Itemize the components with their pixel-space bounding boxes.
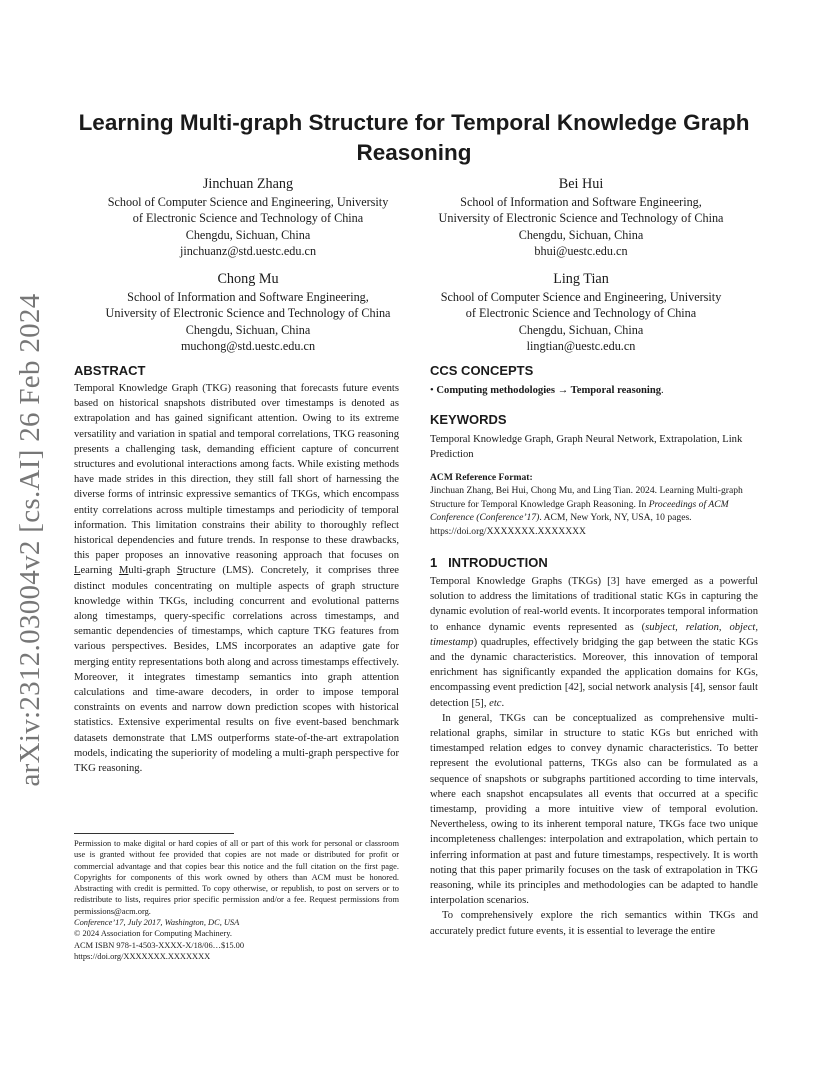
author-name: Bei Hui — [558, 176, 604, 192]
ccs-body — [430, 383, 758, 398]
lms-word-multi: ulti-graph — [128, 565, 177, 577]
author-name: Ling Tian — [553, 271, 609, 287]
abstract-text: (LMS). Concretely, it comprises three distinct modules concentrating on multiple aspects of graph structure knowledge within TKGs, including concurrent and evolutional patterns along timestamps, query-specific correlations across timestamps, and semantic dependencies of timestamps, which capture TKG features from various perspectives. Besides, LMS incorporates an adaptive gate for merging entity representations both along and across timestamps effectively. Moreover, it integrates timestamp semantics into graph attention calculations and time-aware decoders, in order to impose temporal constraints on events and narrow down prediction scopes with historical statistics. Extensive experimental results on five event-based benchmark datasets demonstrate that LMS outperforms state-of-the-art extrapolation models, indicating the superiority of modeling a multi-graph perspective for TKG reasoning. — [74, 565, 399, 775]
arxiv-sidebar-stamp: arXiv:2312.03004v2 [cs.AI] 26 Feb 2024 — [14, 293, 46, 787]
author-name: Jinchuan Zhang — [202, 176, 294, 192]
permission-text: Permission to make digital or hard copies of all or part of this work for personal or classroom use is granted without fee provided that copies are not made or distributed for profit or commercial advantage and that copies bear this notice and the full citation on the first page. Copyrights for components of this work owned by others than ACM must be honored. Abstracting with credit is permitted. To copy otherwise, or republish, to post on servers or to redistribute to lists, requires prior specific permission and/or a fee. Request permissions from permissions@acm.org. — [74, 839, 399, 916]
author-affiliation: School of Computer Science and Engineering, University — [440, 290, 722, 304]
conference-line: Conference’17, July 2017, Washington, DC, USA — [74, 918, 240, 928]
author-block-3 — [80, 270, 416, 354]
paper-title: Learning Multi-graph Structure for Temporal Knowledge Graph Reasoning — [78, 110, 750, 165]
intro-text: . — [501, 697, 505, 709]
author-email: lingtian@uestc.edu.cn — [526, 338, 636, 353]
footnote-rule — [74, 833, 234, 834]
lms-word-structure: tructure — [182, 565, 216, 577]
ccs-bullet: • — [430, 385, 434, 396]
author-affiliation: School of Information and Software Engineering, — [127, 290, 369, 304]
author-email: bhui@uestc.edu.cn — [534, 243, 628, 258]
ccs-end: . — [661, 385, 664, 396]
abstract-heading: ABSTRACT — [74, 363, 146, 378]
author-affiliation: School of Computer Science and Engineering, University — [107, 195, 389, 209]
intro-text: ) quadruples, effectively bridging the gap between the static KGs and the dynamic characteristics. Moreover, this innovation of temporal enrichment has significantly expanded the application domains for KGs, encompassing event prediction [42], social network analysis [4], sensor fault detection [5], — [430, 636, 758, 709]
introduction-heading: 1 INTRODUCTION — [430, 555, 548, 570]
author-block-1 — [80, 175, 416, 259]
acm-reference-venue: Proceedings of ACM Conference (Conference’17) — [430, 498, 729, 524]
author-email: jinchuanz@std.uestc.edu.cn — [179, 243, 317, 258]
keywords-body: Temporal Knowledge Graph, Graph Neural Network, Extrapolation, Link Prediction — [430, 434, 743, 461]
lms-word-learning: earning — [80, 565, 119, 577]
abstract-body — [74, 381, 399, 776]
author-affiliation: School of Information and Software Engineering, — [460, 195, 702, 209]
author-name: Chong Mu — [217, 271, 279, 287]
lms-letter-s: S — [176, 565, 183, 577]
ccs-heading: CCS CONCEPTS — [430, 363, 534, 378]
lms-letter-m: M — [118, 565, 129, 577]
abstract-text: Temporal Knowledge Graph (TKG) reasoning that forecasts future events based on historical snapshots distributed over timestamps is denoted as extrapolation and has gained significant attention. Owing to its extreme versatility and variation in spatial and temporal correlations, TKG reasoning presents a challenging task, demanding efficient capture of concurrent structures and evolutional interactions among facts. While existing methods have made strides in this direction, they still fall short of harnessing the diverse forms of intrinsic expressive semantics of TKGs, which encompass entity correlations across multiple timestamps and periodicity of temporal information. This limitation constrains their ability to thoroughly reflect historical dependencies and future trends. In response to these drawbacks, this paper proposes an innovative reasoning approach that focuses on — [74, 383, 399, 562]
author-location: Chengdu, Sichuan, China — [185, 322, 311, 337]
author-affiliation: University of Electronic Science and Technology of China — [438, 211, 724, 226]
author-location: Chengdu, Sichuan, China — [185, 227, 311, 242]
copyright-line: © 2024 Association for Computing Machinery. — [74, 929, 232, 939]
lms-letter-l: L — [74, 565, 81, 577]
intro-paragraph-2: In general, TKGs can be conceptualized as comprehensive multi-relational graphs, similar in structure to static KGs but enriched with timestamped relation edges to convey dynamic characteristics. To better represent the evolutional patterns, TKGs also can be formulated as a sequence of snapshots or subgraphs partitioned according to time intervals, where each snapshot encapsulates all events that occurred at a specific timestamp, providing a more intuitive view of temporal evolution. Nevertheless, owing to its inherent temporal nature, TKGs face two unique incompleteness challenges: interpolation and extrapolation, which pertain to inferring information at past and future timestamps, respectively. It is worth noting that this paper primarily focuses on the task of extrapolation in TKG reasoning, while its principles and methodologies can be adapted to handle interpolation scenarios. — [430, 712, 758, 907]
doi-link[interactable]: https://doi.org/XXXXXXX.XXXXXXX — [74, 951, 211, 961]
author-location: Chengdu, Sichuan, China — [518, 227, 644, 242]
permission-block — [74, 838, 399, 962]
isbn-line: ACM ISBN 978-1-4503-XXXX-X/18/06…$15.00 — [74, 940, 245, 950]
acm-reference-text: Jinchuan Zhang, Bei Hui, Chong Mu, and Ling Tian. 2024. Learning Multi-graph Structure for Temporal Knowledge Graph Reasoning. In — [430, 485, 743, 510]
author-location: Chengdu, Sichuan, China — [518, 322, 644, 337]
intro-paragraph-3: To comprehensively explore the rich semantics within TKGs and accurately predict future events, it is essential to leverage the entire — [430, 910, 758, 937]
acm-reference-text: . ACM, New York, NY, USA, 10 pages. https://doi.org/XXXXXXX.XXXXXXX — [430, 512, 692, 537]
author-block-4 — [412, 270, 750, 354]
intro-text: Temporal Knowledge Graphs (TKGs) [3] have emerged as a powerful solution to address the limitations of traditional static KGs in capturing the dynamic evolution of real-world events. It incorporates temporal information to enhance dynamic events represented as ( — [430, 576, 758, 633]
author-affiliation: University of Electronic Science and Technology of China — [105, 306, 391, 321]
acm-reference-heading: ACM Reference Format: — [430, 472, 533, 483]
ccs-item: Computing methodologies → Temporal reasoning — [436, 385, 662, 396]
author-email: muchong@std.uestc.edu.cn — [180, 338, 316, 353]
author-affiliation: of Electronic Science and Technology of China — [465, 306, 697, 321]
keywords-heading: KEYWORDS — [430, 412, 507, 427]
author-affiliation: of Electronic Science and Technology of China — [132, 211, 364, 226]
introduction-body — [430, 574, 758, 939]
author-block-2 — [412, 175, 750, 259]
acm-reference-block — [430, 471, 758, 538]
intro-quadruple: subject, relation, object, timestamp — [430, 621, 758, 648]
intro-etc: etc — [489, 697, 502, 709]
